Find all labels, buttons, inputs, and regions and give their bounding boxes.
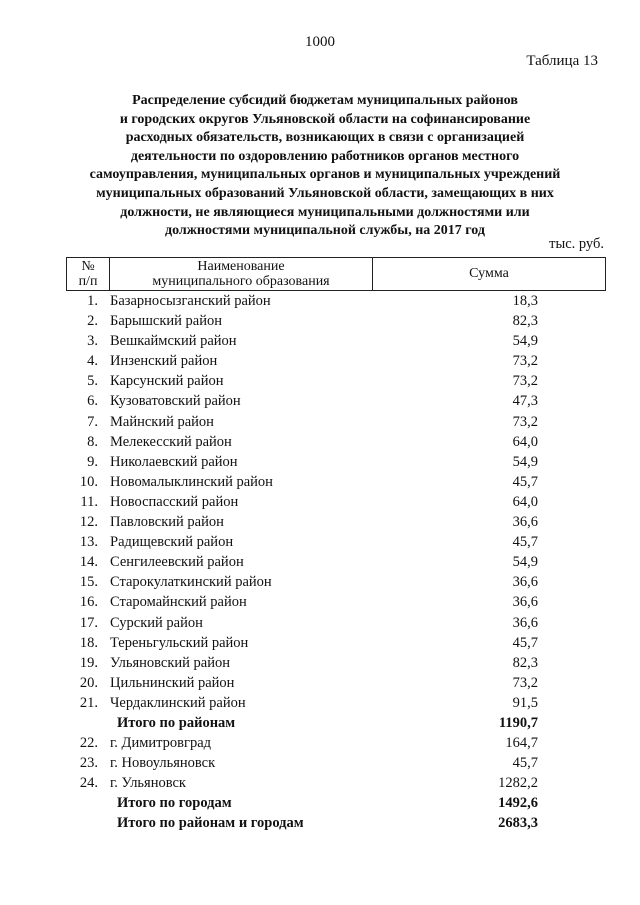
row-sum: 64,0 [512,493,538,510]
total-row [0,793,640,813]
row-name: Старомайнский район [110,594,247,611]
row-name: Павловский район [110,514,224,531]
table-row [0,572,640,592]
row-number: 21. [79,694,98,711]
table-row [0,472,640,492]
table-row [0,693,640,713]
row-number: 18. [79,634,98,651]
row-number: 8. [87,433,98,450]
table-row [0,371,640,391]
row-name: Итого по городам [117,795,232,812]
row-number: 5. [87,373,98,390]
page-number: 1000 [305,34,335,50]
row-number: 15. [79,574,98,591]
table-row [0,512,640,532]
header-sum-cell [373,258,605,290]
row-name: Базарносызганский район [110,293,271,309]
row-name: Карсунский район [110,373,224,390]
row-name: Кузоватовский район [110,393,241,410]
row-sum: 73,2 [512,373,538,390]
title-line: должности, не являющиеся муниципальными должностями или [120,204,530,220]
row-sum: 54,9 [512,554,538,571]
row-sum: 36,6 [512,614,538,631]
row-sum: 36,6 [512,594,538,611]
row-number: 12. [79,514,98,531]
row-number: 16. [79,594,98,611]
row-name: Итого по районам [117,714,236,731]
title-line: деятельности по оздоровлению работников органов местного [130,148,520,164]
title-line: самоуправления, муниципальных органов и муниципальных учреждений [89,167,561,183]
row-sum: 36,6 [512,514,538,531]
title-line: расходных обязательств, возникающих в связи с организацией [125,130,525,146]
row-sum: 64,0 [512,433,538,450]
row-number: 3. [87,333,98,350]
header-number-sublabel: п/п [78,274,98,289]
table-label: Таблица 13 [526,53,598,69]
table-row [0,613,640,633]
row-name: Чердаклинский район [110,694,246,711]
table-row [0,412,640,432]
row-sum: 2683,3 [498,815,538,832]
row-sum: 1282,2 [498,775,538,792]
title-line: должностями муниципальной службы, на 2017 год [165,223,485,239]
row-number: 17. [79,614,98,631]
table-body [0,291,640,834]
row-sum: 164,7 [505,735,538,752]
row-name: Майнский район [110,413,214,430]
row-number: 20. [79,674,98,691]
row-number: 24. [79,775,98,792]
row-sum: 73,2 [512,674,538,691]
row-sum: 1190,7 [498,714,538,731]
title-line: Распределение субсидий бюджетам муниципальных районов [132,93,518,108]
table-row [0,311,640,331]
row-sum: 73,2 [512,353,538,370]
header-number-label: № [81,258,95,274]
table-row [0,753,640,773]
row-name: Цильнинский район [110,674,235,691]
table-row [0,291,640,311]
row-sum: 45,7 [512,634,538,651]
row-number: 1. [87,293,98,309]
row-sum: 47,3 [512,393,538,410]
row-number: 9. [87,453,98,470]
row-number: 22. [79,735,98,752]
total-row [0,713,640,733]
row-name: Инзенский район [110,353,218,370]
row-sum: 36,6 [512,574,538,591]
row-sum: 91,5 [512,694,538,711]
title-line: муниципальных образований Ульяновской области, замещающих в них [96,185,554,201]
table-row [0,492,640,512]
table-row [0,432,640,452]
row-number: 10. [79,473,98,490]
table-row [0,391,640,411]
row-number: 7. [87,413,98,430]
table-row [0,331,640,351]
row-name: Сурский район [110,614,203,631]
row-sum: 82,3 [512,654,538,671]
row-number: 2. [87,313,98,330]
table-row [0,592,640,612]
title-line: и городских округов Ульяновской области на софинансирование [119,111,531,127]
row-sum: 54,9 [512,453,538,470]
row-number: 11. [80,493,98,510]
row-sum: 1492,6 [498,795,538,812]
row-name: Мелекесский район [110,433,232,450]
row-number: 14. [79,554,98,571]
row-number: 13. [79,534,98,551]
row-sum: 18,3 [512,293,538,309]
row-name: Радищевский район [110,534,234,551]
row-sum: 45,7 [512,473,538,490]
row-number: 4. [87,353,98,370]
row-name: г. Новоульяновск [110,755,216,772]
row-name: Сенгилеевский район [110,554,244,571]
row-name: г. Ульяновск [110,775,186,792]
table-row [0,733,640,753]
header-name-label: Наименование [197,258,285,274]
table-row [0,532,640,552]
units-label: тыс. руб. [549,236,604,252]
header-number-cell [67,258,110,290]
table-row [0,773,640,793]
row-name: Тереньгульский район [110,634,249,651]
table-row [0,633,640,653]
header-name-sublabel: муниципального образования [152,274,330,289]
row-sum: 45,7 [512,755,538,772]
row-name: Новомалыклинский район [110,473,273,490]
row-name: Итого по районам и городам [117,815,304,832]
row-name: Вешкаймский район [110,333,237,350]
table-row [0,653,640,673]
row-name: Николаевский район [110,453,238,470]
row-sum: 54,9 [512,333,538,350]
row-number: 6. [87,393,98,410]
document-title [60,92,590,241]
row-number: 23. [79,755,98,772]
row-name: Новоспасский район [110,493,239,510]
row-name: Ульяновский район [110,654,231,671]
table-row [0,351,640,371]
header-name-cell [110,258,373,290]
row-name: Барышский район [110,313,222,330]
row-name: г. Димитровград [110,735,212,752]
table-header [66,257,606,291]
table-row [0,673,640,693]
row-sum: 82,3 [512,313,538,330]
row-sum: 45,7 [512,534,538,551]
table-row [0,452,640,472]
table-row [0,552,640,572]
total-row [0,813,640,833]
row-sum: 73,2 [512,413,538,430]
header-sum-label: Сумма [469,266,509,282]
row-number: 19. [79,654,98,671]
row-name: Старокулаткинский район [110,574,272,591]
